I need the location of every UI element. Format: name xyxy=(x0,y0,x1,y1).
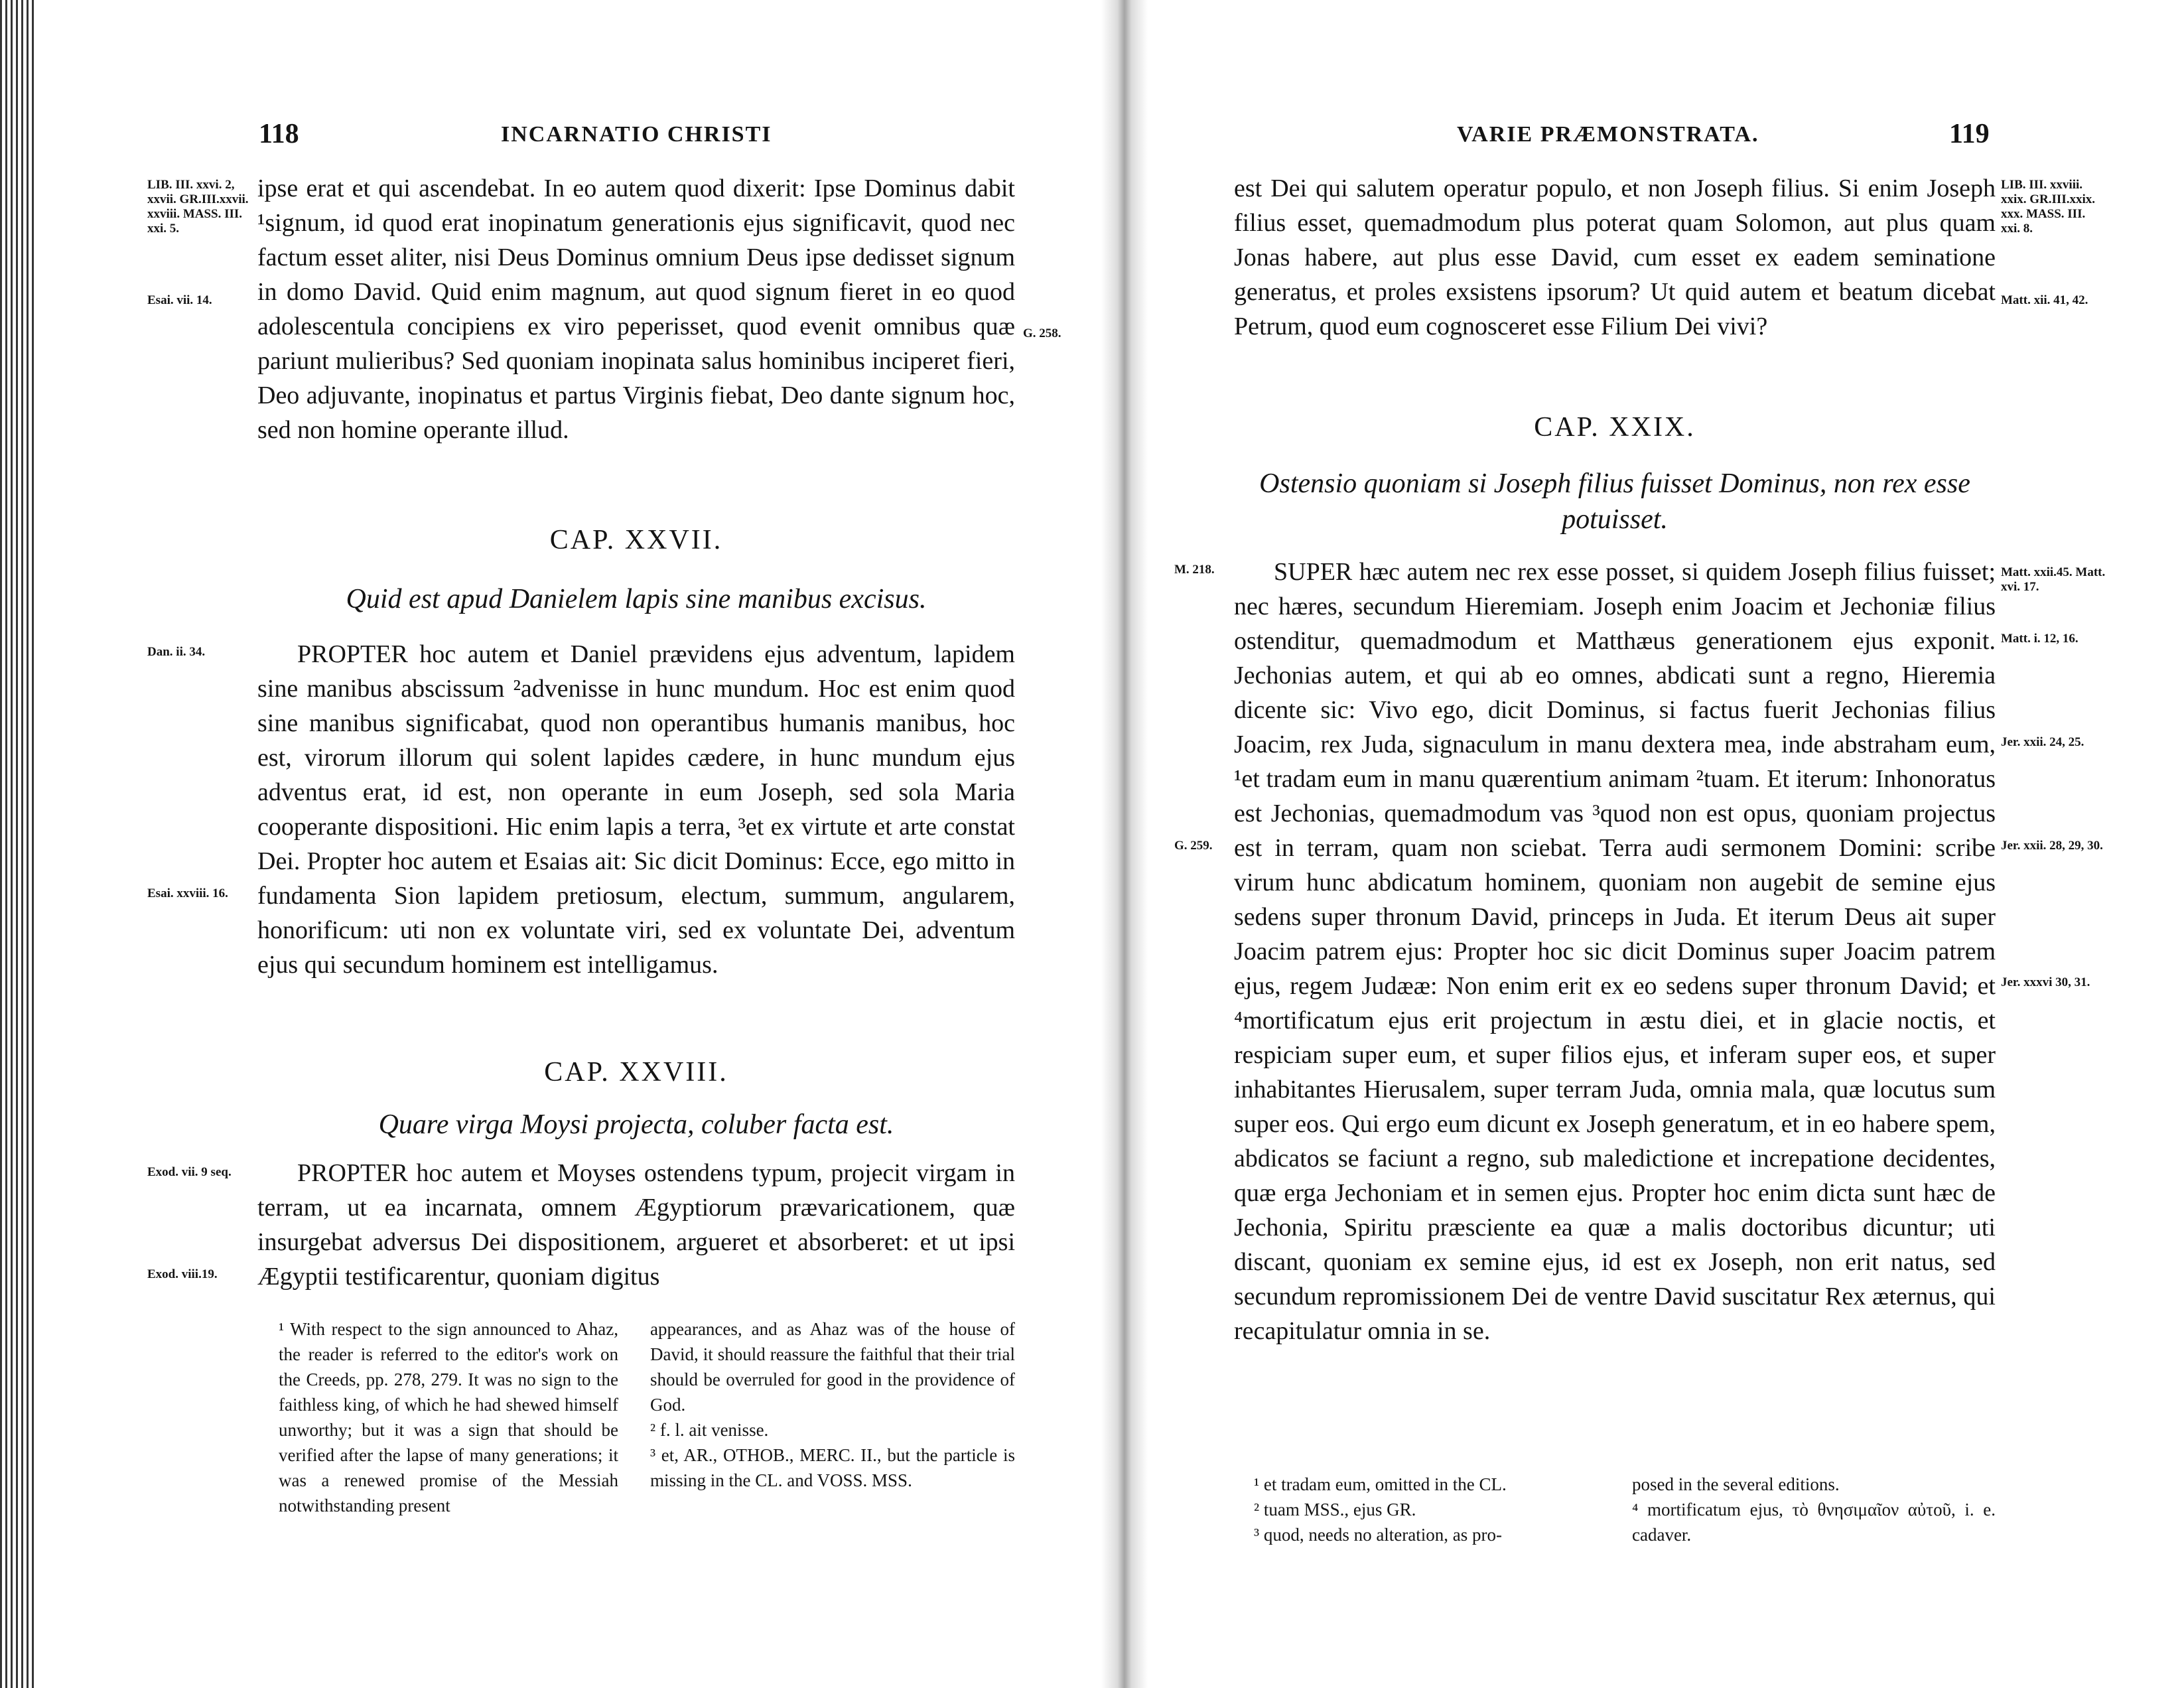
chapter-title: Quare virga Moysi projecta, coluber facta est. xyxy=(378,1109,894,1140)
side-reference: Jer. xxii. 28, 29, 30. xyxy=(2001,839,2103,853)
footnote: ² f. l. ait venisse. xyxy=(650,1420,769,1440)
paragraph-text: PROPTER hoc autem et Daniel prævidens ejus adventum, lapidem sine manibus abscissum ²advenisse in hunc mundum. Hoc est enim quod sine manibus significabat, quod non operantibus humanis manibus, hoc est, virorum illorum qui solent lapides cædere, in hunc mundum ejus adventus erat, id est, non operante in eum Joseph, sed sola Maria cooperante dispositioni. Hic enim lapis a terra, ³et ex virtute et arte constat Dei. Propter hoc autem et Esaias ait: Sic dicit Dominus: Ecce, ego mitto in fundamenta Sion lapidem pretiosum, electum, summum, angularem, honorificum: uti non ex voluntate viri, sed ex voluntate Dei, adventum ejus qui secundum hominem est intelligamus. xyxy=(257,640,1015,979)
footnote-column xyxy=(650,1316,1015,1493)
footnote: ³ et, AR., OTHOB., MERC. II., but the particle is missing in the CL. and VOSS. MSS. xyxy=(650,1445,1015,1490)
side-reference: Esai. xxviii. 16. xyxy=(147,886,228,900)
paragraph-text: ipse erat et qui ascendebat. In eo autem quod dixerit: Ipse Dominus dabit ¹signum, id quod erat inopinatum generationis ejus significavit, quod nec factum esset aliter, nisi Deus Dominus omnium Deus ipse dedisset signum in domo David. Quid enim magnum, aut quod signum fieret in eo quod adolescentula concipiens ex viro peperisset, quod evenit omnibus quæ pariunt mulieribus? Sed quoniam inopinata salus hominibus inciperet fieri, Deo adjuvante, inopinatus et partus Virginis fiebat, Deo dante signum hoc, sed non homine operante illud. xyxy=(257,175,1015,444)
footnote-column xyxy=(1632,1472,1996,1547)
side-reference: Esai. vii. 14. xyxy=(147,293,212,307)
running-head: VARIE PRÆMONSTRATA. xyxy=(1457,122,1759,147)
side-reference: Jer. xxii. 24, 25. xyxy=(2001,735,2084,749)
chapter-heading: CAP. XXVII. xyxy=(549,525,723,555)
footnote: appearances, and as Ahaz was of the house of David, it should reassure the faithful that their trial should be overruled for good in the providence of God. xyxy=(650,1319,1015,1415)
side-reference: Exod. viii.19. xyxy=(147,1267,218,1281)
chapter-heading: CAP. XXVIII. xyxy=(544,1057,728,1088)
side-reference: M. 218. xyxy=(1174,563,1215,577)
chapter-paragraph xyxy=(257,637,1015,982)
chapter-title: Ostensio quoniam si Joseph filius fuisset Dominus, non rex esse potuisset. xyxy=(1259,468,1970,535)
chapter-heading: CAP. XXIX. xyxy=(1534,412,1696,443)
paragraph-text: SUPER hæc autem nec rex esse posset, si quidem Joseph filius fuisset; nec hæres, secundum Hieremiam. Joseph enim Joacim et Jechoniæ filius ostenditur, quemadmodum et Matthæus generationem ejus exponit. Jechonias autem, et qui ab eo omnes, abdicati sunt a regno, Hieremia dicente sic: Vivo ego, dicit Dominus, si factus fuerit Jechonias filius Joacim, rex Juda, signaculum in manu dextera mea, inde abstraham eum, ¹et tradam eum in manu quærentium animam ²tuam. Et iterum: Inhonoratus est Jechonias, quemadmodum vas ³quod non est opus, quoniam projectus est in terram, quam non sciebat. Terra audi sermonem Domini: scribe virum hunc abdicatum hominem, quoniam non augebit de semine ejus sedens super thronum David, princeps in Juda. Et iterum Deus ait super Joacim patrem ejus: Propter hoc sic dicit Dominus super Joacim patrem ejus, regem Judææ: Non enim erit ex eo sedens super thronum David; et ⁴mortificatum ejus erit projectum in æstu diei, et in glacie noctis, et respiciam super eum, et super filios ejus, et inferam super eos, et super inhabitantes Hierusalem, super terram Juda, omnia mala, quæ locutus sum super eos. Qui ergo eum dicunt ex Joseph generatum, et in eo habere spem, abdicatos se faciunt a regno, sub maledictione et increpatione decidentes, quæ erga Jechoniam et in semen ejus. Propter hoc enim dicta sunt hæc de Jechonia, Spiritu præsciente ea quæ a malis doctoribus dicuntur; uti discant, quoniam ex semine ejus, id est ex Joseph, non erit natus, sed secundum repromissionem Dei de ventre David suscitatur Rex æternus, qui recapitulatur omnia in se. xyxy=(1234,558,1996,1345)
footnote-column xyxy=(279,1316,618,1518)
left-page xyxy=(0,0,1088,1688)
page-number: 119 xyxy=(1949,119,1990,149)
intro-paragraph xyxy=(257,171,1015,447)
side-reference: Matt. xii. 41, 42. xyxy=(2001,293,2088,307)
chapter-paragraph xyxy=(1234,555,1996,1348)
book-spine-shadow xyxy=(1101,0,1148,1688)
side-reference: Matt. i. 12, 16. xyxy=(2001,632,2079,646)
footnote: ¹ With respect to the sign announced to Ahaz, the reader is referred to the editor's work on the Creeds, pp. 278, 279. It was no sign to the faithless king, of which he had shewed himself unworthy; but it was a sign that should be verified after the lapse of many generations; it was a renewed promise of the Messiah notwithstanding present xyxy=(279,1319,618,1515)
chapter-title: Quid est apud Danielem lapis sine manibus excisus. xyxy=(346,584,927,614)
side-reference: G. 258. xyxy=(1023,326,1061,340)
side-reference: Exod. vii. 9 seq. xyxy=(147,1165,232,1179)
running-head: INCARNATIO CHRISTI xyxy=(501,122,772,147)
footnote: posed in the several editions. xyxy=(1632,1474,1840,1494)
side-reference: G. 259. xyxy=(1174,839,1213,853)
footnote: ² tuam MSS., ejus GR. xyxy=(1254,1500,1416,1519)
side-reference: Jer. xxxvi 30, 31. xyxy=(2001,975,2090,989)
paragraph-text: PROPTER hoc autem et Moyses ostendens typum, projecit virgam in terram, ut ea incarnata, omnem Ægyptiorum prævaricationem, quæ insurgebat adversus Dei dispositionem, argueret et absorberet: et ut ipsi Ægyptii testificarentur, quoniam digitus xyxy=(257,1159,1015,1291)
right-page xyxy=(1161,0,2184,1688)
side-reference: Dan. ii. 34. xyxy=(147,645,206,659)
footnote-column xyxy=(1254,1472,1599,1547)
chapter-paragraph xyxy=(257,1156,1015,1294)
footnotes xyxy=(1254,1472,1996,1565)
paragraph-text: est Dei qui salutem operatur populo, et non Joseph filius. Si enim Joseph filius esset, quemadmodum plus poterat quam Solomon, aut plus quam Jonas habere, aut plus esse David, cum esset ex eadem seminatione generatus, et proles exsistens ipsorum? Ut quid autem et beatum dicebat Petrum, quod eum cognosceret esse Filium Dei vivi? xyxy=(1234,175,1996,340)
page-number: 118 xyxy=(259,119,299,149)
side-reference: Matt. xxii.45. Matt. xvi. 17. xyxy=(2001,565,2106,594)
side-reference: LIB. III. xxviii. xxix. GR.III.xxix. xxx. MASS. III. xxi. 8. xyxy=(2001,178,2095,236)
side-reference: LIB. III. xxvi. 2, xxvii. GR.III.xxvii. xxviii. MASS. III. xxi. 5. xyxy=(147,178,249,236)
intro-paragraph xyxy=(1234,171,1996,344)
footnote: ¹ et tradam eum, omitted in the CL. xyxy=(1254,1474,1507,1494)
footnote: ⁴ mortificatum ejus, τὸ θνησιμαῖον αὐτοῦ, i. e. cadaver. xyxy=(1632,1500,1996,1545)
footnote: ³ quod, needs no alteration, as pro- xyxy=(1254,1525,1502,1545)
footnotes xyxy=(279,1316,1015,1582)
